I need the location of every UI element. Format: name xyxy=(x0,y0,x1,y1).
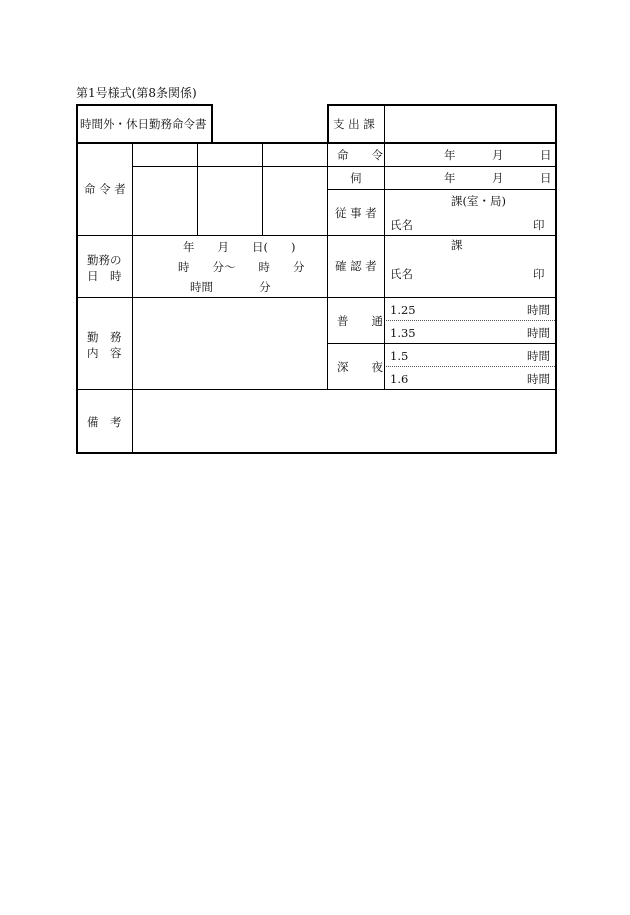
border-left xyxy=(76,104,78,454)
worker-seal: 印 xyxy=(533,218,545,232)
col-right-divider xyxy=(384,143,385,390)
confirmer-seal: 印 xyxy=(533,267,545,281)
col-left-divider xyxy=(132,143,133,453)
row-line-datetime xyxy=(76,297,328,298)
row-line-order xyxy=(327,166,557,167)
night-rate-15: 1.5 xyxy=(390,349,409,363)
border-right xyxy=(555,104,557,454)
title-box-top xyxy=(76,104,213,106)
row-line-inquiry xyxy=(327,189,557,190)
payment-section-label: 支 出 課 xyxy=(333,117,375,131)
orderer-inner-row xyxy=(132,166,327,167)
inquiry-label: 伺 xyxy=(350,171,362,185)
normal-rate-125: 1.25 xyxy=(390,303,416,317)
night-rate-16: 1.6 xyxy=(390,372,409,386)
form-title: 時間外・休日勤務命令書 xyxy=(80,117,207,131)
confirmer-label: 確 認 者 xyxy=(335,259,377,273)
dotted-separator-normal xyxy=(386,320,555,321)
work-content-label-line1: 勤 務 xyxy=(87,330,122,344)
border-bottom xyxy=(76,452,557,454)
inquiry-month: 月 xyxy=(492,171,504,185)
row-line-orderer xyxy=(76,235,328,236)
work-content-label-line2: 内 容 xyxy=(87,346,122,360)
normal-rate-135: 1.35 xyxy=(390,326,416,340)
datetime-label-line2: 日 時 xyxy=(87,269,122,283)
payment-box-left xyxy=(327,104,329,143)
worker-department: 課(室・局) xyxy=(451,194,506,208)
worker-label: 従 事 者 xyxy=(335,206,377,220)
orderer-label: 命 令 者 xyxy=(84,182,126,196)
remarks-label: 備 考 xyxy=(87,415,122,429)
row-line-normal xyxy=(327,343,557,344)
datetime-date-line: 年 月 日( ) xyxy=(183,240,296,254)
night-hours-16: 時間 xyxy=(527,372,550,386)
row-line-worker xyxy=(327,235,557,236)
datetime-duration-line: 時間 分 xyxy=(190,280,271,294)
order-label: 命 令 xyxy=(337,148,383,162)
worker-name-label: 氏名 xyxy=(390,218,413,232)
row-line-confirmer xyxy=(327,297,557,298)
col-center-divider xyxy=(327,143,328,390)
row-line-content xyxy=(76,389,557,390)
datetime-label-line1: 勤務の xyxy=(87,253,122,267)
confirmer-department: 課 xyxy=(451,238,463,252)
normal-label: 普 通 xyxy=(337,314,383,328)
title-box-right xyxy=(211,104,213,143)
payment-box-divider xyxy=(384,104,385,143)
payment-box-top xyxy=(327,104,557,106)
orderer-inner-col2 xyxy=(262,143,263,235)
orderer-inner-col1 xyxy=(197,143,198,235)
form-number-caption: 第1号様式(第8条関係) xyxy=(76,86,197,100)
datetime-time-line: 時 分～ 時 分 xyxy=(178,260,305,274)
confirmer-name-label: 氏名 xyxy=(390,267,413,281)
grid-top xyxy=(76,142,557,144)
order-year: 年 xyxy=(444,148,456,162)
night-label: 深 夜 xyxy=(337,360,383,374)
order-day: 日 xyxy=(540,148,552,162)
normal-hours-135: 時間 xyxy=(527,326,550,340)
inquiry-day: 日 xyxy=(540,171,552,185)
inquiry-year: 年 xyxy=(444,171,456,185)
normal-hours-125: 時間 xyxy=(527,303,550,317)
dotted-separator-night xyxy=(386,366,555,367)
order-month: 月 xyxy=(492,148,504,162)
night-hours-15: 時間 xyxy=(527,349,550,363)
